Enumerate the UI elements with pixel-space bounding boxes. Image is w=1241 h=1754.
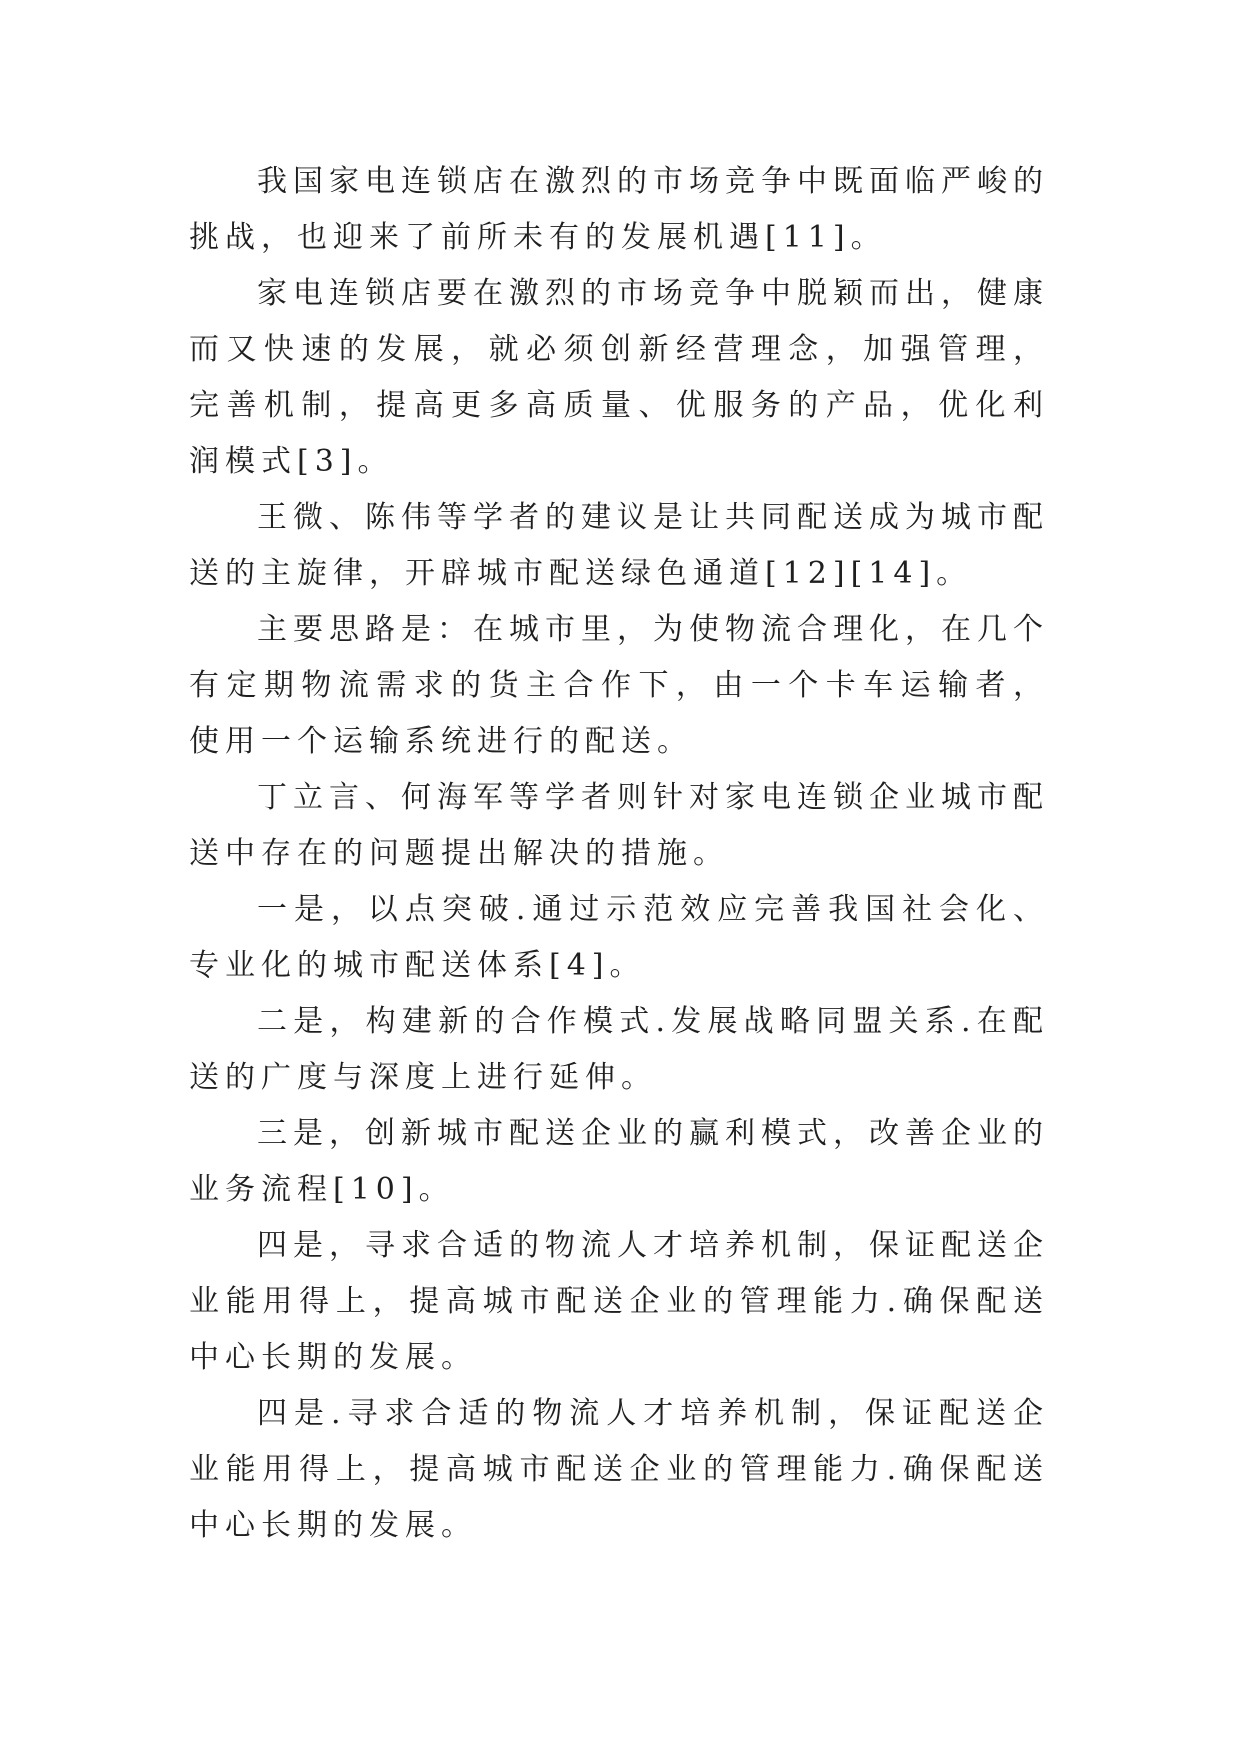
paragraph-3: 王微、陈伟等学者的建议是让共同配送成为城市配送的主旋律，开辟城市配送绿色通道[12][14]。 [189, 500, 1049, 591]
paragraph-1: 我国家电连锁店在激烈的市场竞争中既面临严峻的挑战，也迎来了前所未有的发展机遇[11]。 [189, 164, 1049, 255]
paragraph-9: 四是，寻求合适的物流人才培养机制，保证配送企业能用得上，提高城市配送企业的管理能力.确保配送中心长期的发展。 [189, 1228, 1049, 1375]
paragraph-8: 三是，创新城市配送企业的赢利模式，改善企业的业务流程[10]。 [189, 1116, 1049, 1207]
paragraph-6: 一是，以点突破.通过示范效应完善我国社会化、专业化的城市配送体系[4]。 [189, 892, 1049, 983]
paragraph-5: 丁立言、何海军等学者则针对家电连锁企业城市配送中存在的问题提出解决的措施。 [189, 780, 1049, 871]
paragraph-2: 家电连锁店要在激烈的市场竞争中脱颖而出，健康而又快速的发展，就必须创新经营理念，加强管理，完善机制，提高更多高质量、优服务的产品，优化利润模式[3]。 [189, 276, 1049, 479]
paragraph-7: 二是，构建新的合作模式.发展战略同盟关系.在配送的广度与深度上进行延伸。 [189, 1004, 1049, 1095]
paragraph-10: 四是.寻求合适的物流人才培养机制，保证配送企业能用得上，提高城市配送企业的管理能力.确保配送中心长期的发展。 [189, 1396, 1049, 1543]
paragraph-4: 主要思路是：在城市里，为使物流合理化，在几个有定期物流需求的货主合作下，由一个卡车运输者，使用一个运输系统进行的配送。 [189, 612, 1049, 759]
document-body [189, 154, 1049, 1554]
